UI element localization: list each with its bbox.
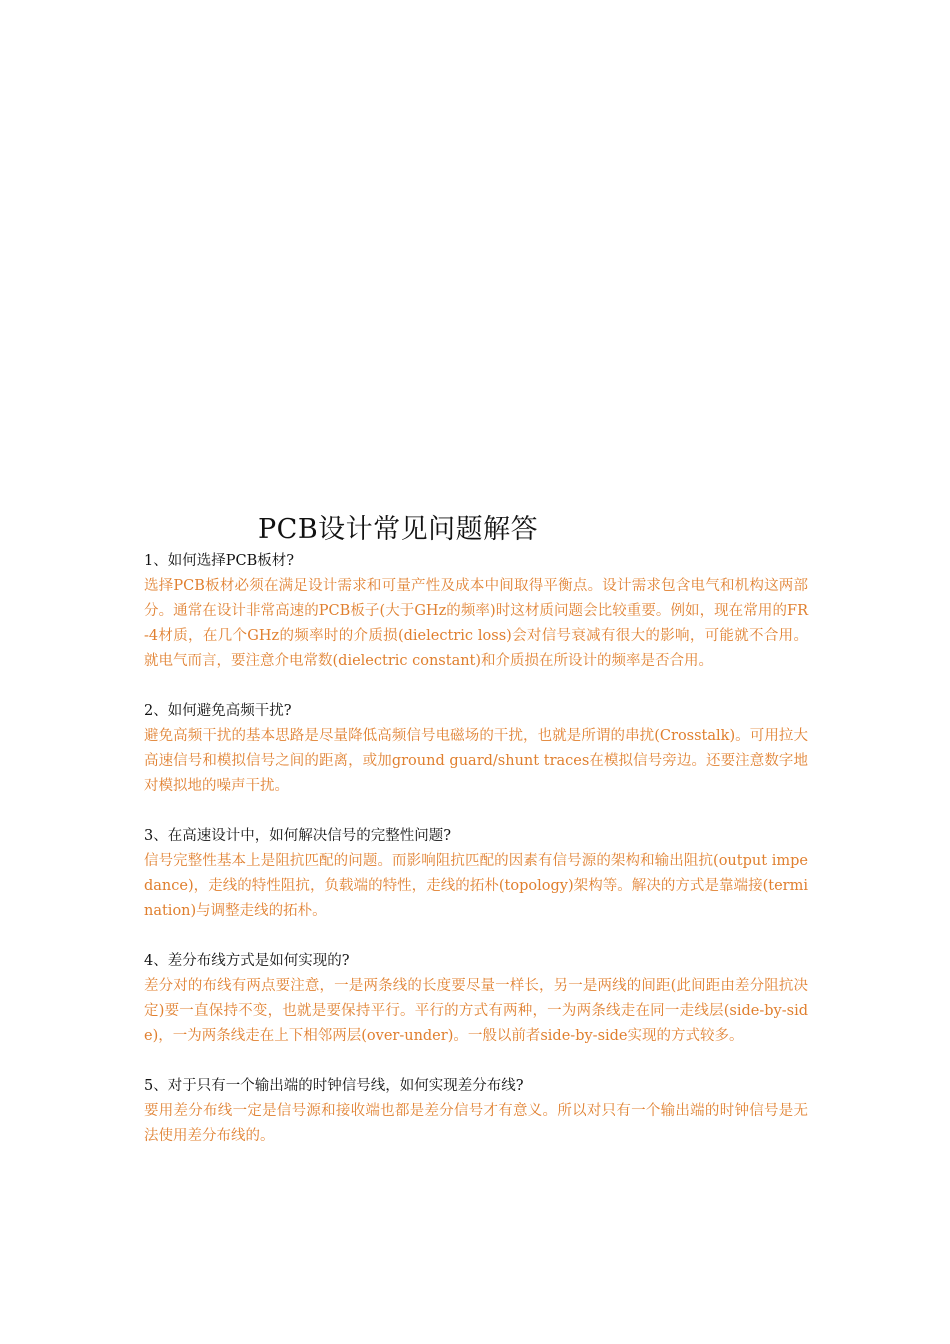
qa-item-2	[144, 699, 808, 799]
question-2: 2、如何避免高频干扰?	[144, 703, 292, 719]
answer-4: 差分对的布线有两点要注意，一是两条线的长度要尽量一样长，另一是两线的间距(此间距由差分阻抗决定)要一直保持不变，也就是要保持平行。平行的方式有两种，一为两条线走在同一走线层(side-by-side)，一为两条线走在上下相邻两层(over-under)。一般以前者side-by-side实现的方式较多。	[144, 978, 808, 1044]
question-4: 4、差分布线方式是如何实现的?	[144, 953, 350, 969]
qa-item-3	[144, 824, 808, 924]
answer-5: 要用差分布线一定是信号源和接收端也都是差分信号才有意义。所以对只有一个输出端的时钟信号是无法使用差分布线的。	[144, 1103, 808, 1144]
answer-1: 选择PCB板材必须在满足设计需求和可量产性及成本中间取得平衡点。设计需求包含电气和机构这两部分。通常在设计非常高速的PCB板子(大于GHz的频率)时这材质问题会比较重要。例如，现在常用的FR-4材质，在几个GHz的频率时的介质损(dielectric loss)会对信号衰减有很大的影响，可能就不合用。就电气而言，要注意介电常数(dielectric constant)和介质损在所设计的频率是否合用。	[144, 578, 808, 669]
qa-item-4	[144, 949, 808, 1049]
qa-item-5	[144, 1074, 808, 1149]
page-title: PCB设计常见问题解答	[258, 514, 539, 545]
question-5: 5、对于只有一个输出端的时钟信号线，如何实现差分布线?	[144, 1078, 524, 1094]
question-1: 1、如何选择PCB板材?	[144, 553, 295, 569]
qa-item-1	[144, 549, 808, 674]
qa-list	[144, 549, 808, 1174]
answer-2: 避免高频干扰的基本思路是尽量降低高频信号电磁场的干扰，也就是所谓的串扰(Crosstalk)。可用拉大高速信号和模拟信号之间的距离，或加ground guard/shunt traces在模拟信号旁边。还要注意数字地对模拟地的噪声干扰。	[144, 728, 808, 794]
question-3: 3、在高速设计中，如何解决信号的完整性问题?	[144, 828, 451, 844]
answer-3: 信号完整性基本上是阻抗匹配的问题。而影响阻抗匹配的因素有信号源的架构和输出阻抗(output impedance)，走线的特性阻抗，负载端的特性，走线的拓朴(topology)架构等。解决的方式是靠端接(termination)与调整走线的拓朴。	[144, 853, 808, 919]
